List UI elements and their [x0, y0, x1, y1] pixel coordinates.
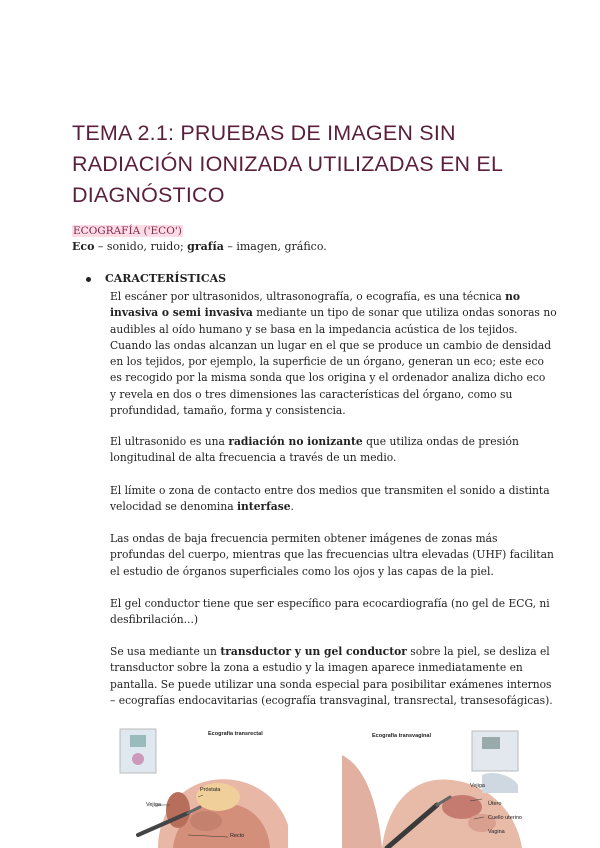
p6-bold: transductor y un gel conductor: [220, 645, 407, 658]
p1-text: en los tejidos, por ejemplo, la superficie de un órgano, generan un eco; este eco: [110, 355, 544, 369]
left-figure-title: Ecografía transrectal: [208, 731, 263, 737]
paragraph-5: [110, 596, 555, 629]
p2-text: que utiliza ondas de presión: [362, 435, 519, 448]
p5-text: desfibrilación...): [110, 613, 199, 627]
p1-text: audibles al oído humano y se basa en la impedancia acústica de los tejidos.: [110, 322, 518, 336]
title-line-3: DIAGNÓSTICO: [72, 183, 225, 207]
p1-text: Cuando las ondas alcanzan un lugar en el que se produce un cambio de densidad: [110, 338, 552, 352]
right-label-vagina: Vagina: [488, 829, 505, 835]
paragraph-4: [110, 531, 555, 580]
p3-text: velocidad se denomina: [110, 500, 237, 514]
right-label-cuello-uterino: Cuello uterino: [488, 815, 522, 821]
p4-text: Las ondas de baja frecuencia permiten obtener imágenes de zonas más: [110, 532, 498, 545]
paragraph-2: [110, 434, 555, 467]
p3-text: El límite o zona de contacto entre dos medios que transmiten el sonido a distinta: [110, 484, 550, 497]
grafia-meaning: – imagen, gráfico.: [223, 240, 327, 253]
title-line-2: RADIACIÓN IONIZADA UTILIZADAS EN EL: [72, 152, 504, 176]
bullet-heading: CARACTERÍSTICAS: [105, 272, 227, 285]
p6-text: transductor sobre la zona a estudio y la imagen aparece inmediatamente en: [110, 661, 523, 675]
left-label-recto: Recto: [230, 833, 245, 839]
p2-text: longitudinal de alta frecuencia a través de un medio.: [110, 451, 397, 465]
p5-text: El gel conductor tiene que ser específico para ecocardiografía (no gel de ECG, ni: [110, 597, 550, 610]
p1-bold: invasiva o semi invasiva: [110, 306, 253, 320]
paragraph-1: [110, 289, 555, 419]
p6-text: Se usa mediante un: [110, 645, 221, 658]
title-line-1: TEMA 2.1: PRUEBAS DE IMAGEN SIN: [72, 121, 456, 145]
p1-text: profundidad, tamaño, forma y consistencia.: [110, 404, 346, 418]
etymology-line: [72, 240, 327, 254]
p4-text: el estudio de órganos superficiales como los ojos y las capas de la piel.: [110, 564, 494, 578]
left-label-vejiga: Vejiga: [146, 802, 161, 808]
left-label-prostata: Próstata: [200, 787, 221, 793]
p1-text: es recogido por la misma sonda que los origina y el ordenador analiza dicho eco: [110, 371, 546, 385]
right-label-vejiga: Vejiga: [470, 783, 485, 789]
right-label-utero: Útero: [488, 801, 502, 807]
page-title: [72, 118, 542, 211]
p1-text: mediante un tipo de sonar que utiliza ondas sonoras no: [252, 306, 557, 320]
transrectal-illustration: [118, 725, 300, 848]
p1-bold: no: [505, 290, 521, 303]
p2-bold: radiación no ionizante: [228, 435, 363, 448]
p6-text: sobre la piel, se desliza el: [406, 645, 550, 658]
p3-bold: interfase: [236, 500, 291, 514]
p6-text: – ecografías endocavitarias (ecografía transvaginal, transrectal, transesofágicas).: [110, 693, 553, 707]
p2-text: El ultrasonido es una: [110, 435, 229, 448]
eco-term: Eco: [72, 240, 95, 253]
p3-text: .: [290, 500, 294, 514]
bullet-heading-row: [86, 272, 226, 285]
p6-text: pantalla. Se puede utilizar una sonda especial para posibilitar exámenes internos: [110, 677, 552, 691]
p4-text: profundas del cuerpo, mientras que las frecuencias ultra elevadas (UHF) facilitan: [110, 548, 554, 562]
paragraph-3: [110, 483, 555, 516]
p1-text: y revela en dos o tres dimensiones las características del órgano, como su: [110, 387, 513, 401]
section-heading: ECOGRAFÍA ('ECO'): [73, 225, 182, 237]
right-figure-title: Ecografía transvaginal: [372, 733, 431, 739]
paragraph-6: [110, 644, 555, 709]
transvaginal-illustration: [342, 725, 522, 848]
p1-text: El escáner por ultrasonidos, ultrasonografía, o ecografía, es una técnica: [110, 290, 506, 303]
eco-meaning: – sonido, ruido;: [94, 240, 188, 253]
bullet-dot-icon: [86, 277, 91, 282]
grafia-term: grafía: [187, 240, 224, 253]
